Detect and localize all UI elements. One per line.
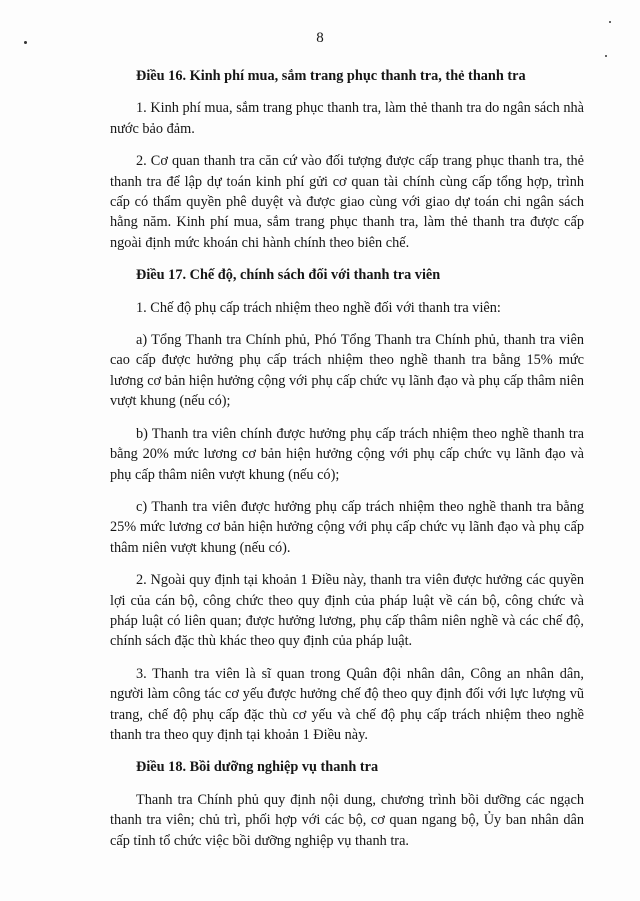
paragraph: Thanh tra Chính phủ quy định nội dung, chương trình bồi dưỡng các ngạch thanh tra viên; chủ trì, phối hợp với các bộ, cơ quan ngang bộ, Ủy ban nhân dân cấp tỉnh tổ chức việc bồi dưỡng nghiệp vụ thanh tra. [110,791,584,849]
article-heading: Điều 17. Chế độ, chính sách đối với thanh tra viên [136,267,441,284]
article-heading: Điều 18. Bồi dưỡng nghiệp vụ thanh tra [136,759,379,776]
article-17 [110,265,584,745]
paragraph: 1. Chế độ phụ cấp trách nhiệm theo nghề đối với thanh tra viên: [136,299,501,316]
paragraph: 3. Thanh tra viên là sĩ quan trong Quân đội nhân dân, Công an nhân dân, người làm công tác cơ yếu được hưởng chế độ theo quy định đối với lực lượng vũ trang, chế độ phụ cấp đặc thù cơ yếu và chế độ phụ cấp trách nhiệm theo nghề thanh tra theo quy định tại khoản 1 Điều này. [110,665,584,743]
paragraph: c) Thanh tra viên được hưởng phụ cấp trách nhiệm theo nghề thanh tra bằng 25% mức lương cơ bản hiện hưởng cộng với phụ cấp chức vụ lãnh đạo và phụ cấp thâm niên vượt khung (nếu có). [110,498,584,556]
document-body [110,66,584,863]
article-heading: Điều 16. Kinh phí mua, sắm trang phục thanh tra, thẻ thanh tra [136,68,526,84]
article-16 [110,66,584,253]
page-number: 8 [316,30,324,46]
article-18 [110,757,584,851]
paragraph: 2. Ngoài quy định tại khoản 1 Điều này, thanh tra viên được hưởng các quyền lợi của cán bộ, công chức theo quy định của pháp luật về cán bộ, công chức và pháp luật có liên quan; được hưởng lương, phụ cấp thâm niên nghề và các chế độ, chính sách đặc thù khác theo quy định của pháp luật. [110,572,584,650]
scan-speck [605,55,607,57]
paragraph: b) Thanh tra viên chính được hưởng phụ cấp trách nhiệm theo nghề thanh tra bằng 20% mức lương cơ bản hiện hưởng cộng với phụ cấp chức vụ lãnh đạo và phụ cấp thâm niên vượt khung (nếu có); [110,425,584,483]
paragraph: 1. Kinh phí mua, sắm trang phục thanh tra, làm thẻ thanh tra do ngân sách nhà nước bảo đảm. [110,100,584,137]
paragraph: a) Tổng Thanh tra Chính phủ, Phó Tổng Thanh tra Chính phủ, thanh tra viên cao cấp được hưởng phụ cấp trách nhiệm theo nghề thanh tra bằng 15% mức lương cơ bản hiện hưởng cộng với phụ cấp chức vụ lãnh đạo và phụ cấp thâm niên vượt khung (nếu có); [110,332,584,410]
paragraph: 2. Cơ quan thanh tra căn cứ vào đối tượng được cấp trang phục thanh tra, thẻ thanh tra để lập dự toán kinh phí gửi cơ quan tài chính cùng cấp tổng hợp, trình cấp có thẩm quyền phê duyệt và được giao cùng với giao dự toán chi ngân sách hằng năm. Kinh phí mua, sắm trang phục thanh tra, làm thẻ thanh tra được cấp ngoài định mức khoán chi hành chính theo biên chế. [110,153,584,251]
scan-speck [609,21,611,23]
